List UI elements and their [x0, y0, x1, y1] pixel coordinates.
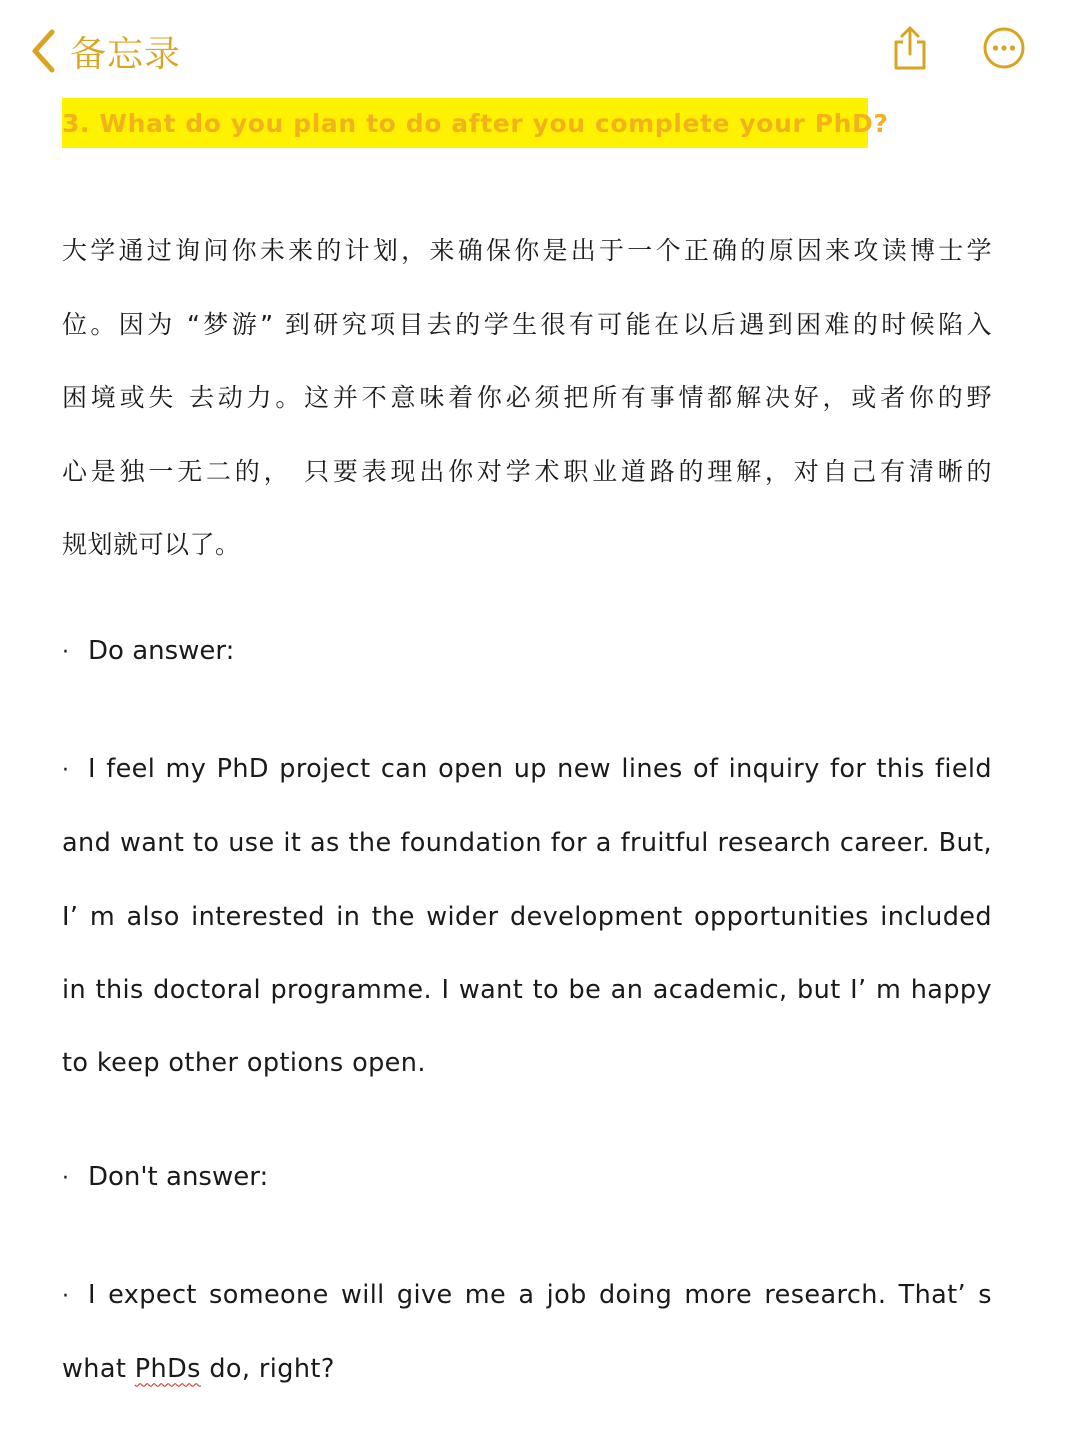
do-answer-label: Do answer:	[88, 636, 235, 666]
paragraph-line-text: I expect someone will give me a job doing more research. That’ s	[88, 1280, 992, 1310]
ellipsis-circle-icon	[982, 26, 1026, 74]
paragraph-line: I’ m also interested in the wider development opportunities included	[62, 901, 992, 932]
dont-answer-paragraph[interactable]	[62, 1259, 992, 1407]
paragraph-line: 困境或失 去动力。这并不意味着你必须把所有事情都解决好，或者你的野	[62, 383, 992, 412]
paragraph-line	[62, 1333, 992, 1406]
paragraph-line: to keep other options open.	[62, 1048, 426, 1079]
do-answer-paragraph[interactable]	[62, 733, 992, 1100]
paragraph-line: 规划就可以了。	[62, 530, 241, 559]
chevron-left-icon	[30, 29, 56, 73]
paragraph-line	[62, 733, 992, 807]
more-button[interactable]	[976, 22, 1032, 78]
share-button[interactable]	[882, 22, 938, 78]
paragraph-line: 心是独一无二的， 只要表现出你对学术职业道路的理解，对自己有清晰的	[62, 456, 992, 486]
back-button[interactable]	[30, 24, 181, 78]
paragraph-text: do, right?	[200, 1354, 335, 1385]
share-icon	[890, 25, 930, 75]
nav-bar	[0, 0, 1080, 96]
do-answer-bullet[interactable]	[62, 636, 234, 666]
bullet-dot: ·	[62, 758, 70, 783]
note-heading[interactable]: 3. What do you plan to do after you complete your PhD?	[62, 109, 889, 138]
paragraph-line: in this doctoral programme. I want to be an academic, but I’ m happy	[62, 974, 992, 1005]
dont-answer-bullet[interactable]	[62, 1162, 268, 1192]
paragraph-line: and want to use it as the foundation for a fruitful research career. But,	[62, 828, 992, 859]
paragraph-text: what	[62, 1354, 135, 1385]
paragraph-line: 位。因为 “梦游” 到研究项目去的学生很有可能在以后遇到困难的时候陷入	[62, 309, 992, 339]
paragraph-line	[62, 1259, 992, 1333]
paragraph-line-text: I feel my PhD project can open up new lines of inquiry for this field	[88, 754, 992, 784]
chinese-paragraph[interactable]	[62, 214, 992, 582]
heading-highlight	[62, 98, 889, 148]
back-label: 备忘录	[70, 33, 182, 75]
dont-answer-label: Don't answer:	[88, 1162, 269, 1192]
paragraph-line: 大学通过询问你未来的计划，来确保你是出于一个正确的原因来攻读博士学	[62, 236, 992, 265]
bullet-dot: ·	[62, 1284, 70, 1309]
bullet-dot: ·	[62, 1166, 69, 1191]
spellcheck-word[interactable]: PhDs	[134, 1354, 201, 1385]
bullet-dot: ·	[62, 640, 69, 665]
